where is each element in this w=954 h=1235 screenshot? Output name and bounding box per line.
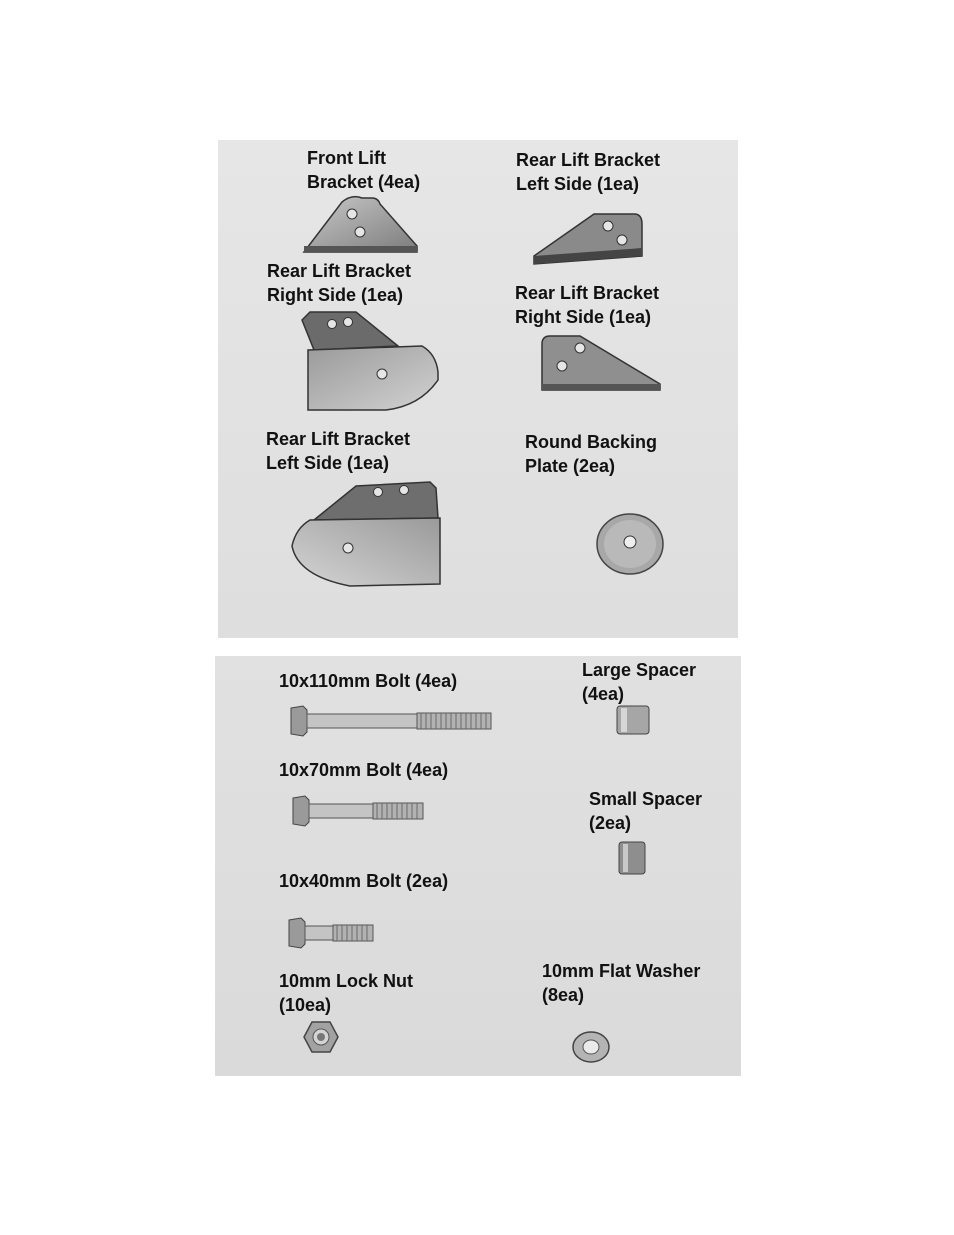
bolt-10x70mm-image bbox=[291, 794, 427, 828]
label-round-backing-plate: Round Backing Plate (2ea) bbox=[525, 432, 658, 476]
label-10mm-lock-nut: 10mm Lock Nut (10ea) bbox=[279, 971, 414, 1015]
rear-lift-bracket-left-angled-image bbox=[290, 480, 446, 590]
label-10x40mm-bolt: 10x40mm Bolt (2ea) bbox=[279, 871, 449, 891]
label-large-spacer: Large Spacer (4ea) bbox=[582, 660, 697, 704]
label-rear-lift-bracket-right-top: Rear Lift Bracket Right Side (1ea) bbox=[267, 261, 412, 305]
small-spacer-image bbox=[617, 840, 647, 876]
flat-washer-image bbox=[571, 1030, 611, 1064]
rear-lift-bracket-left-flat-image bbox=[532, 212, 644, 268]
bolt-10x40mm-image bbox=[287, 916, 377, 950]
label-rear-lift-bracket-left-top: Rear Lift Bracket Left Side (1ea) bbox=[516, 150, 661, 194]
label-front-lift-bracket: Front Lift Bracket (4ea) bbox=[307, 148, 421, 192]
lock-nut-image bbox=[303, 1020, 339, 1054]
label-10x70mm-bolt: 10x70mm Bolt (4ea) bbox=[279, 760, 449, 780]
rear-lift-bracket-right-angled-image bbox=[300, 310, 440, 414]
bolt-10x110mm-image bbox=[289, 704, 495, 738]
round-backing-plate-image bbox=[595, 512, 665, 576]
label-10mm-flat-washer: 10mm Flat Washer (8ea) bbox=[542, 961, 701, 1005]
label-10x110mm-bolt: 10x110mm Bolt (4ea) bbox=[279, 671, 458, 691]
label-rear-lift-bracket-right-flat: Rear Lift Bracket Right Side (1ea) bbox=[515, 283, 660, 327]
large-spacer-image bbox=[615, 704, 651, 736]
label-small-spacer: Small Spacer (2ea) bbox=[589, 789, 703, 833]
front-lift-bracket-image bbox=[302, 196, 420, 254]
rear-lift-bracket-right-flat-image bbox=[540, 334, 664, 394]
bracket-parts-photo bbox=[218, 140, 738, 638]
label-rear-lift-bracket-left-bottom: Rear Lift Bracket Left Side (1ea) bbox=[266, 429, 411, 473]
hardware-parts-photo bbox=[215, 656, 741, 1076]
